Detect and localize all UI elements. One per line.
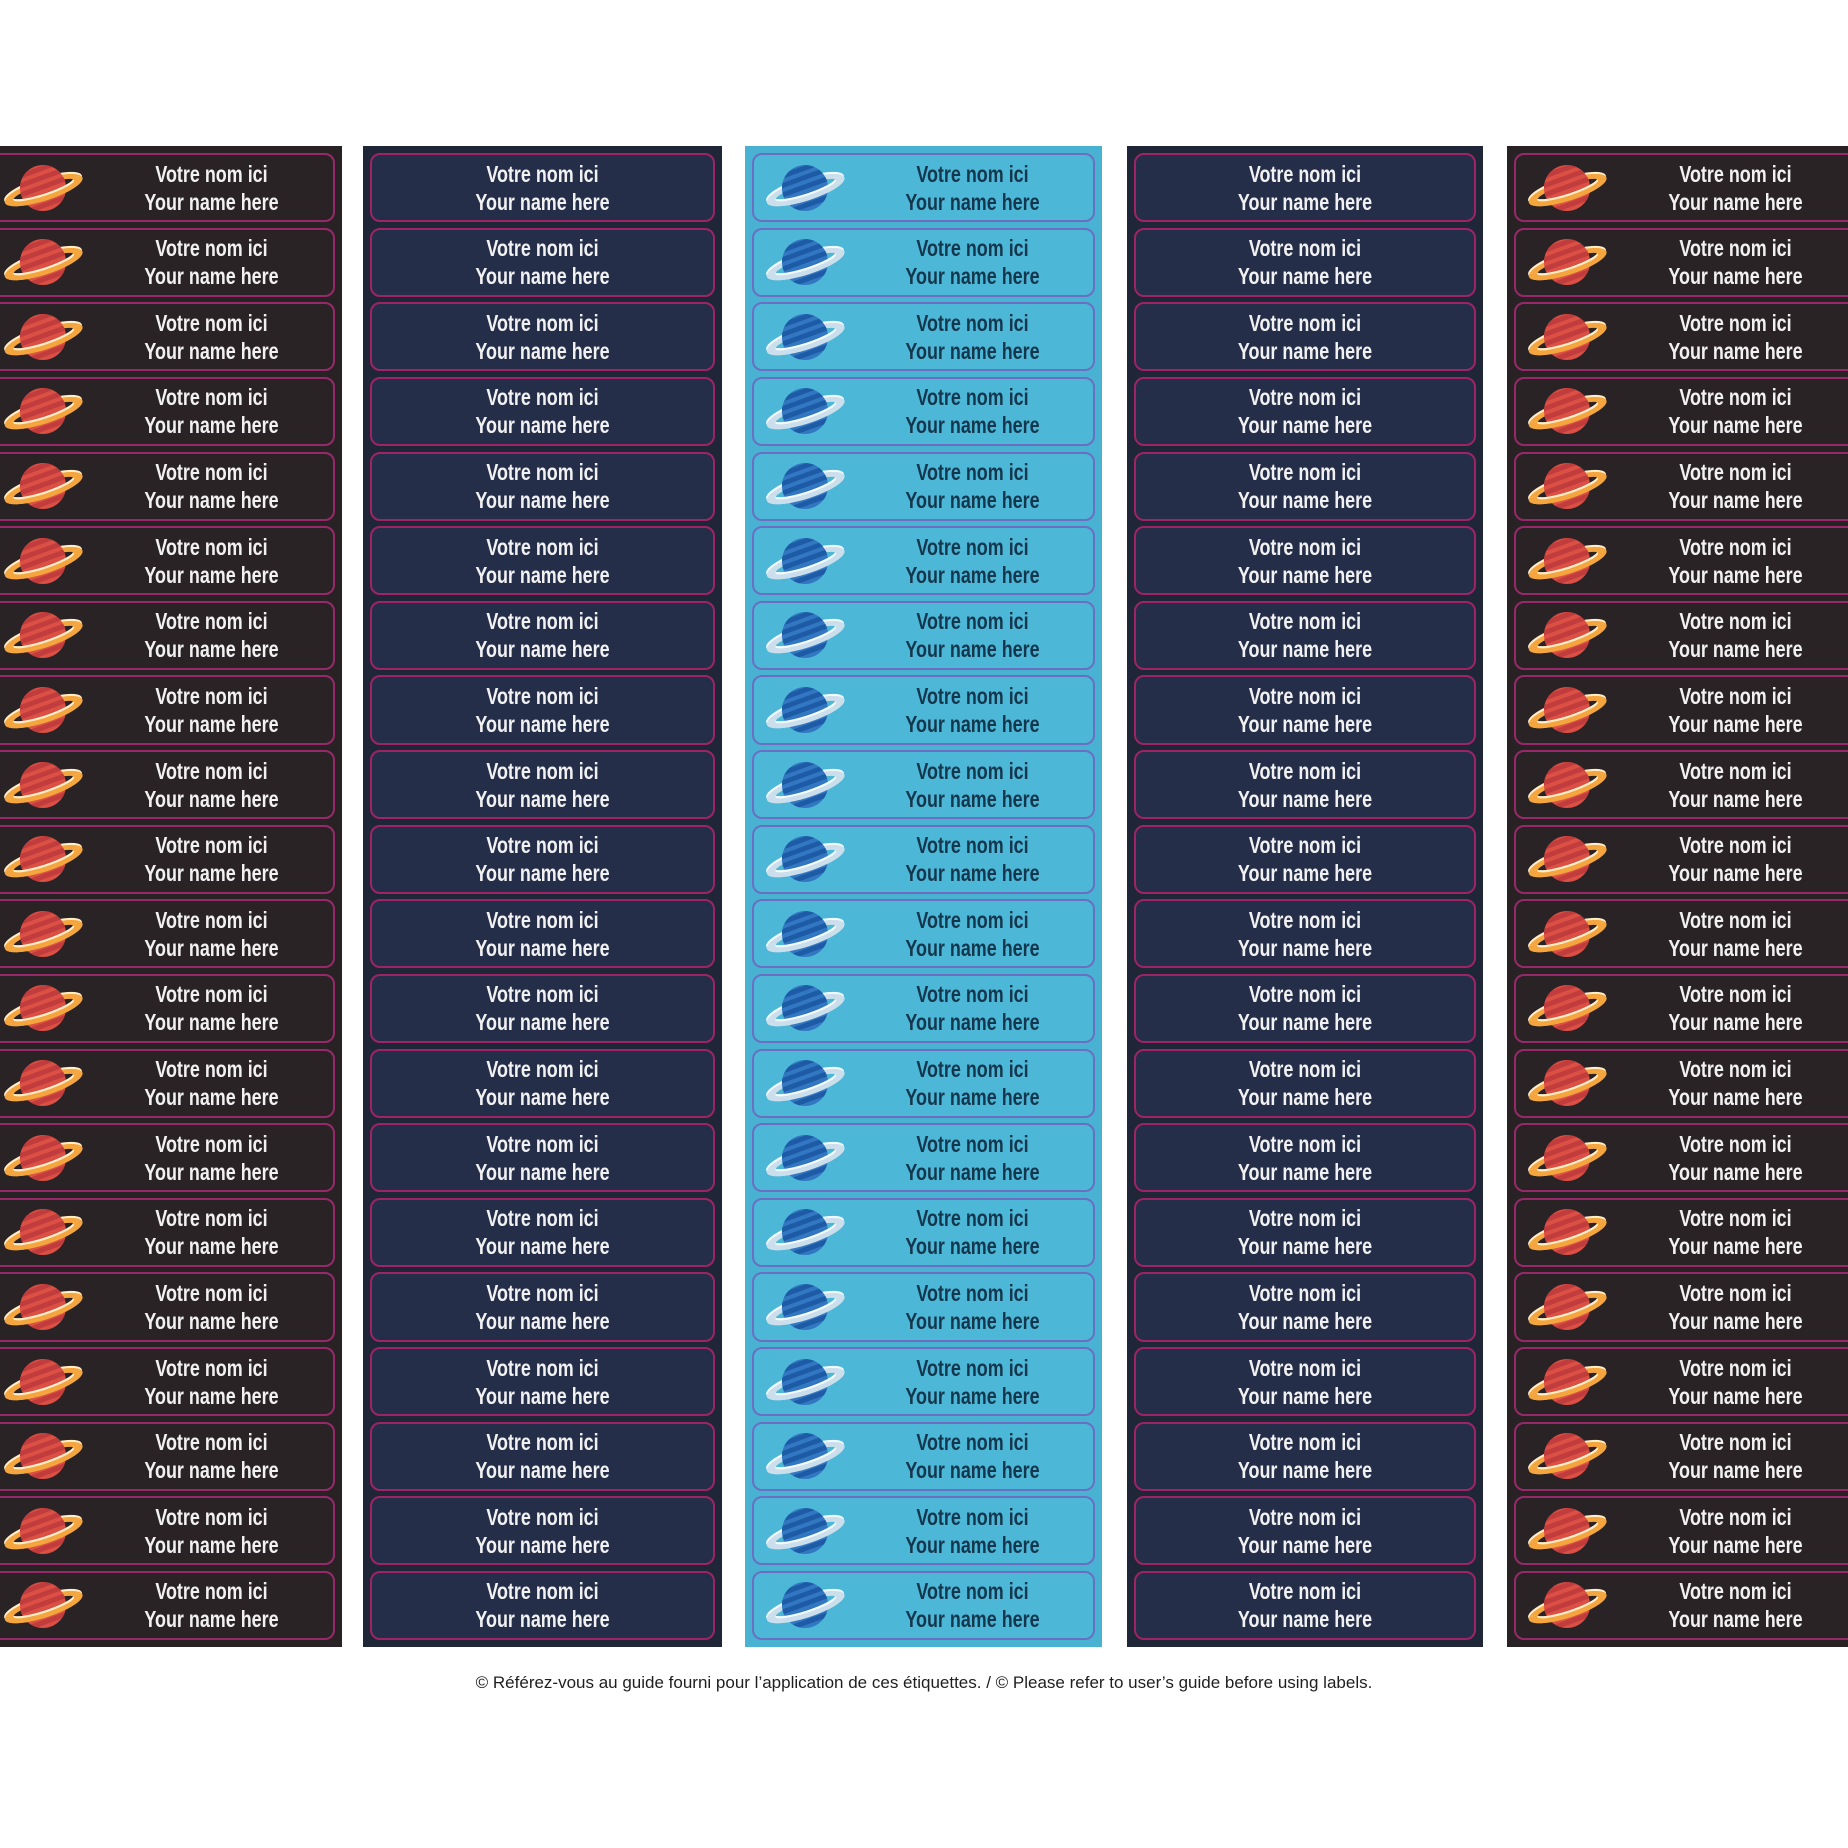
- name-label: [1514, 153, 1848, 222]
- label-text: Votre nom ici Your name here: [1237, 1279, 1373, 1334]
- name-label: [752, 601, 1095, 670]
- label-text: Votre nom ici Your name here: [905, 757, 1040, 812]
- label-text: Votre nom ici Your name here: [905, 1056, 1040, 1111]
- label-text: Votre nom ici Your name here: [905, 309, 1040, 364]
- label-text: Votre nom ici Your name here: [1668, 832, 1803, 887]
- label-text: Votre nom ici Your name here: [1668, 309, 1803, 364]
- name-label: [370, 228, 715, 297]
- label-text: Votre nom ici Your name here: [475, 235, 610, 290]
- red-saturn-icon: [0, 679, 90, 741]
- name-label: [0, 1049, 335, 1118]
- label-text: Votre nom ici Your name here: [1237, 1578, 1373, 1633]
- name-label: [752, 899, 1095, 968]
- name-label: [1514, 526, 1848, 595]
- name-label: [370, 526, 715, 595]
- label-text: Votre nom ici Your name here: [475, 682, 610, 737]
- label-text: Votre nom ici Your name here: [1237, 533, 1373, 588]
- name-label: [752, 377, 1095, 446]
- label-text: Votre nom ici Your name here: [905, 981, 1040, 1036]
- label-text: Votre nom ici Your name here: [144, 160, 279, 215]
- label-text: Votre nom ici Your name here: [475, 309, 610, 364]
- name-label: [1514, 1496, 1848, 1565]
- name-label: [0, 1347, 335, 1416]
- red-saturn-icon: [0, 754, 90, 816]
- label-text: Votre nom ici Your name here: [1237, 384, 1373, 439]
- label-text: Votre nom ici Your name here: [475, 1205, 610, 1260]
- name-label: [370, 899, 715, 968]
- label-text: Votre nom ici Your name here: [144, 981, 279, 1036]
- column-2: [363, 146, 722, 1647]
- name-label: [370, 153, 715, 222]
- red-saturn-icon: [1520, 1425, 1614, 1487]
- name-label: [1134, 1347, 1476, 1416]
- name-label: [752, 1049, 1095, 1118]
- name-label: [1514, 974, 1848, 1043]
- red-saturn-icon: [0, 1500, 90, 1562]
- label-text: Votre nom ici Your name here: [475, 160, 610, 215]
- label-text: Votre nom ici Your name here: [1237, 608, 1373, 663]
- label-text: Votre nom ici Your name here: [1668, 160, 1803, 215]
- label-text: Votre nom ici Your name here: [1668, 1354, 1803, 1409]
- name-label: [1514, 601, 1848, 670]
- label-text: Votre nom ici Your name here: [905, 384, 1040, 439]
- label-text: Votre nom ici Your name here: [1668, 1429, 1803, 1484]
- name-label: [1134, 228, 1476, 297]
- name-label: [752, 1496, 1095, 1565]
- name-label: [752, 1571, 1095, 1640]
- name-label: [752, 302, 1095, 371]
- label-text: Votre nom ici Your name here: [1668, 533, 1803, 588]
- label-text: Votre nom ici Your name here: [1237, 235, 1373, 290]
- name-label: [1134, 750, 1476, 819]
- red-saturn-icon: [1520, 455, 1614, 517]
- label-text: Votre nom ici Your name here: [144, 1279, 279, 1334]
- name-label: [1514, 750, 1848, 819]
- name-label: [1514, 1422, 1848, 1491]
- label-text: Votre nom ici Your name here: [475, 981, 610, 1036]
- label-text: Votre nom ici Your name here: [905, 608, 1040, 663]
- name-label: [1514, 1049, 1848, 1118]
- red-saturn-icon: [1520, 828, 1614, 890]
- label-text: Votre nom ici Your name here: [1668, 1056, 1803, 1111]
- blue-saturn-icon: [758, 1201, 852, 1263]
- red-saturn-icon: [1520, 977, 1614, 1039]
- name-label: [1134, 1422, 1476, 1491]
- name-label: [0, 1123, 335, 1192]
- label-text: Votre nom ici Your name here: [144, 1578, 279, 1633]
- name-label: [1514, 228, 1848, 297]
- name-label: [0, 974, 335, 1043]
- name-label: [0, 1571, 335, 1640]
- name-label: [0, 1198, 335, 1267]
- name-label: [1514, 452, 1848, 521]
- label-text: Votre nom ici Your name here: [475, 1279, 610, 1334]
- label-text: Votre nom ici Your name here: [475, 459, 610, 514]
- label-text: Votre nom ici Your name here: [144, 682, 279, 737]
- label-text: Votre nom ici Your name here: [475, 1578, 610, 1633]
- name-label: [370, 675, 715, 744]
- name-label: [370, 601, 715, 670]
- blue-saturn-icon: [758, 231, 852, 293]
- name-label: [370, 974, 715, 1043]
- name-label: [1134, 899, 1476, 968]
- blue-saturn-icon: [758, 754, 852, 816]
- label-text: Votre nom ici Your name here: [1668, 608, 1803, 663]
- name-label: [1134, 302, 1476, 371]
- blue-saturn-icon: [758, 455, 852, 517]
- red-saturn-icon: [0, 1351, 90, 1413]
- name-label: [370, 825, 715, 894]
- label-text: Votre nom ici Your name here: [1237, 981, 1373, 1036]
- label-text: Votre nom ici Your name here: [1237, 1205, 1373, 1260]
- name-label: [1514, 1272, 1848, 1341]
- red-saturn-icon: [0, 455, 90, 517]
- label-text: Votre nom ici Your name here: [144, 1354, 279, 1409]
- label-text: Votre nom ici Your name here: [905, 682, 1040, 737]
- label-text: Votre nom ici Your name here: [1668, 235, 1803, 290]
- name-label: [370, 302, 715, 371]
- name-label: [1514, 675, 1848, 744]
- label-text: Votre nom ici Your name here: [475, 1130, 610, 1185]
- label-text: Votre nom ici Your name here: [144, 1130, 279, 1185]
- label-text: Votre nom ici Your name here: [144, 1056, 279, 1111]
- label-text: Votre nom ici Your name here: [905, 1130, 1040, 1185]
- label-text: Votre nom ici Your name here: [1237, 832, 1373, 887]
- name-label: [1134, 974, 1476, 1043]
- label-text: Votre nom ici Your name here: [475, 1354, 610, 1409]
- label-text: Votre nom ici Your name here: [1237, 309, 1373, 364]
- blue-saturn-icon: [758, 380, 852, 442]
- name-label: [1514, 1123, 1848, 1192]
- name-label: [0, 228, 335, 297]
- label-text: Votre nom ici Your name here: [475, 608, 610, 663]
- red-saturn-icon: [1520, 754, 1614, 816]
- label-text: Votre nom ici Your name here: [905, 1354, 1040, 1409]
- name-label: [1134, 452, 1476, 521]
- label-text: Votre nom ici Your name here: [475, 906, 610, 961]
- red-saturn-icon: [0, 1276, 90, 1338]
- red-saturn-icon: [1520, 380, 1614, 442]
- name-label: [370, 1422, 715, 1491]
- usage-note: © Référez-vous au guide fourni pour l’application de ces étiquettes. / © Please refer to user’s guide before using labels.: [475, 1673, 1373, 1692]
- name-label: [1514, 899, 1848, 968]
- column-3: [745, 146, 1102, 1647]
- name-label: [752, 452, 1095, 521]
- label-text: Votre nom ici Your name here: [1668, 906, 1803, 961]
- blue-saturn-icon: [758, 903, 852, 965]
- name-label: [370, 1347, 715, 1416]
- name-label: [370, 750, 715, 819]
- name-label: [0, 899, 335, 968]
- name-label: [0, 1496, 335, 1565]
- red-saturn-icon: [0, 231, 90, 293]
- label-text: Votre nom ici Your name here: [475, 1429, 610, 1484]
- red-saturn-icon: [0, 1127, 90, 1189]
- label-text: Votre nom ici Your name here: [1668, 1578, 1803, 1633]
- blue-saturn-icon: [758, 1276, 852, 1338]
- red-saturn-icon: [1520, 1276, 1614, 1338]
- red-saturn-icon: [1520, 679, 1614, 741]
- label-text: Votre nom ici Your name here: [905, 1429, 1040, 1484]
- name-label: [752, 1272, 1095, 1341]
- red-saturn-icon: [1520, 306, 1614, 368]
- label-text: Votre nom ici Your name here: [144, 1205, 279, 1260]
- column-1: [0, 146, 342, 1647]
- label-text: Votre nom ici Your name here: [1237, 1429, 1373, 1484]
- label-text: Votre nom ici Your name here: [144, 608, 279, 663]
- name-label: [370, 1049, 715, 1118]
- label-text: Votre nom ici Your name here: [144, 832, 279, 887]
- label-text: Votre nom ici Your name here: [1237, 459, 1373, 514]
- blue-saturn-icon: [758, 604, 852, 666]
- name-label: [1134, 1049, 1476, 1118]
- label-text: Votre nom ici Your name here: [1668, 682, 1803, 737]
- label-text: Votre nom ici Your name here: [905, 533, 1040, 588]
- label-text: Votre nom ici Your name here: [1237, 1130, 1373, 1185]
- red-saturn-icon: [1520, 530, 1614, 592]
- name-label: [0, 153, 335, 222]
- label-text: Votre nom ici Your name here: [475, 832, 610, 887]
- label-text: Votre nom ici Your name here: [905, 459, 1040, 514]
- red-saturn-icon: [1520, 1052, 1614, 1114]
- name-label: [370, 1272, 715, 1341]
- red-saturn-icon: [1520, 1500, 1614, 1562]
- blue-saturn-icon: [758, 679, 852, 741]
- name-label: [1514, 825, 1848, 894]
- name-label: [0, 1422, 335, 1491]
- red-saturn-icon: [1520, 604, 1614, 666]
- label-text: Votre nom ici Your name here: [1668, 384, 1803, 439]
- red-saturn-icon: [0, 380, 90, 442]
- label-text: Votre nom ici Your name here: [144, 1429, 279, 1484]
- red-saturn-icon: [0, 1425, 90, 1487]
- label-text: Votre nom ici Your name here: [905, 1205, 1040, 1260]
- red-saturn-icon: [1520, 903, 1614, 965]
- red-saturn-icon: [0, 1574, 90, 1636]
- blue-saturn-icon: [758, 157, 852, 219]
- name-label: [752, 1422, 1095, 1491]
- name-label: [370, 1571, 715, 1640]
- name-label: [0, 302, 335, 371]
- name-label: [752, 153, 1095, 222]
- label-text: Votre nom ici Your name here: [1668, 1279, 1803, 1334]
- name-label: [0, 526, 335, 595]
- label-text: Votre nom ici Your name here: [144, 906, 279, 961]
- name-label: [1134, 825, 1476, 894]
- name-label: [1134, 1272, 1476, 1341]
- name-label: [370, 1198, 715, 1267]
- blue-saturn-icon: [758, 977, 852, 1039]
- name-label: [752, 1347, 1095, 1416]
- red-saturn-icon: [1520, 231, 1614, 293]
- name-label: [0, 825, 335, 894]
- name-label: [752, 750, 1095, 819]
- name-label: [1514, 1347, 1848, 1416]
- label-text: Votre nom ici Your name here: [905, 1279, 1040, 1334]
- red-saturn-icon: [0, 1052, 90, 1114]
- red-saturn-icon: [1520, 1127, 1614, 1189]
- name-label: [1134, 1198, 1476, 1267]
- blue-saturn-icon: [758, 828, 852, 890]
- label-text: Votre nom ici Your name here: [905, 832, 1040, 887]
- label-text: Votre nom ici Your name here: [1668, 459, 1803, 514]
- name-label: [752, 228, 1095, 297]
- blue-saturn-icon: [758, 306, 852, 368]
- name-label: [1514, 1198, 1848, 1267]
- name-label: [1134, 1571, 1476, 1640]
- label-text: Votre nom ici Your name here: [1237, 160, 1373, 215]
- red-saturn-icon: [1520, 1201, 1614, 1263]
- label-text: Votre nom ici Your name here: [475, 757, 610, 812]
- name-label: [752, 526, 1095, 595]
- name-label: [1134, 153, 1476, 222]
- name-label: [0, 377, 335, 446]
- name-label: [370, 1123, 715, 1192]
- label-text: Votre nom ici Your name here: [905, 1578, 1040, 1633]
- blue-saturn-icon: [758, 1127, 852, 1189]
- label-text: Votre nom ici Your name here: [1237, 1354, 1373, 1409]
- column-5: [1507, 146, 1848, 1647]
- blue-saturn-icon: [758, 1052, 852, 1114]
- label-text: Votre nom ici Your name here: [1237, 906, 1373, 961]
- name-label: [1514, 1571, 1848, 1640]
- name-label: [370, 1496, 715, 1565]
- label-text: Votre nom ici Your name here: [144, 757, 279, 812]
- column-4: [1127, 146, 1483, 1647]
- name-label: [0, 750, 335, 819]
- label-text: Votre nom ici Your name here: [144, 533, 279, 588]
- label-text: Votre nom ici Your name here: [1237, 682, 1373, 737]
- blue-saturn-icon: [758, 1500, 852, 1562]
- blue-saturn-icon: [758, 1425, 852, 1487]
- red-saturn-icon: [0, 604, 90, 666]
- blue-saturn-icon: [758, 1574, 852, 1636]
- label-text: Votre nom ici Your name here: [144, 235, 279, 290]
- name-label: [1134, 377, 1476, 446]
- label-text: Votre nom ici Your name here: [144, 1503, 279, 1558]
- label-text: Votre nom ici Your name here: [1668, 1205, 1803, 1260]
- name-label: [1134, 601, 1476, 670]
- name-label: [0, 675, 335, 744]
- name-label: [0, 452, 335, 521]
- label-text: Votre nom ici Your name here: [475, 1503, 610, 1558]
- name-label: [1514, 377, 1848, 446]
- red-saturn-icon: [1520, 157, 1614, 219]
- blue-saturn-icon: [758, 530, 852, 592]
- label-text: Votre nom ici Your name here: [1668, 1130, 1803, 1185]
- blue-saturn-icon: [758, 1351, 852, 1413]
- name-label: [752, 1198, 1095, 1267]
- red-saturn-icon: [1520, 1574, 1614, 1636]
- label-text: Votre nom ici Your name here: [144, 459, 279, 514]
- red-saturn-icon: [0, 828, 90, 890]
- label-text: Votre nom ici Your name here: [144, 384, 279, 439]
- name-label: [1134, 1496, 1476, 1565]
- name-label: [1134, 1123, 1476, 1192]
- name-label: [752, 974, 1095, 1043]
- label-text: Votre nom ici Your name here: [475, 533, 610, 588]
- label-text: Votre nom ici Your name here: [905, 235, 1040, 290]
- red-saturn-icon: [0, 903, 90, 965]
- red-saturn-icon: [0, 530, 90, 592]
- name-label: [1134, 526, 1476, 595]
- name-label: [370, 377, 715, 446]
- red-saturn-icon: [0, 1201, 90, 1263]
- red-saturn-icon: [0, 306, 90, 368]
- red-saturn-icon: [0, 157, 90, 219]
- name-label: [0, 601, 335, 670]
- label-text: Votre nom ici Your name here: [1237, 757, 1373, 812]
- label-text: Votre nom ici Your name here: [1668, 1503, 1803, 1558]
- label-text: Votre nom ici Your name here: [905, 1503, 1040, 1558]
- name-label: [0, 1272, 335, 1341]
- label-text: Votre nom ici Your name here: [144, 309, 279, 364]
- label-text: Votre nom ici Your name here: [1668, 981, 1803, 1036]
- red-saturn-icon: [0, 977, 90, 1039]
- name-label: [752, 1123, 1095, 1192]
- label-text: Votre nom ici Your name here: [475, 384, 610, 439]
- label-text: Votre nom ici Your name here: [1237, 1056, 1373, 1111]
- label-text: Votre nom ici Your name here: [905, 906, 1040, 961]
- label-text: Votre nom ici Your name here: [475, 1056, 610, 1111]
- label-text: Votre nom ici Your name here: [1237, 1503, 1373, 1558]
- name-label: [1514, 302, 1848, 371]
- name-label: [370, 452, 715, 521]
- name-label: [752, 675, 1095, 744]
- name-label: [1134, 675, 1476, 744]
- label-text: Votre nom ici Your name here: [1668, 757, 1803, 812]
- name-label: [752, 825, 1095, 894]
- label-text: Votre nom ici Your name here: [905, 160, 1040, 215]
- red-saturn-icon: [1520, 1351, 1614, 1413]
